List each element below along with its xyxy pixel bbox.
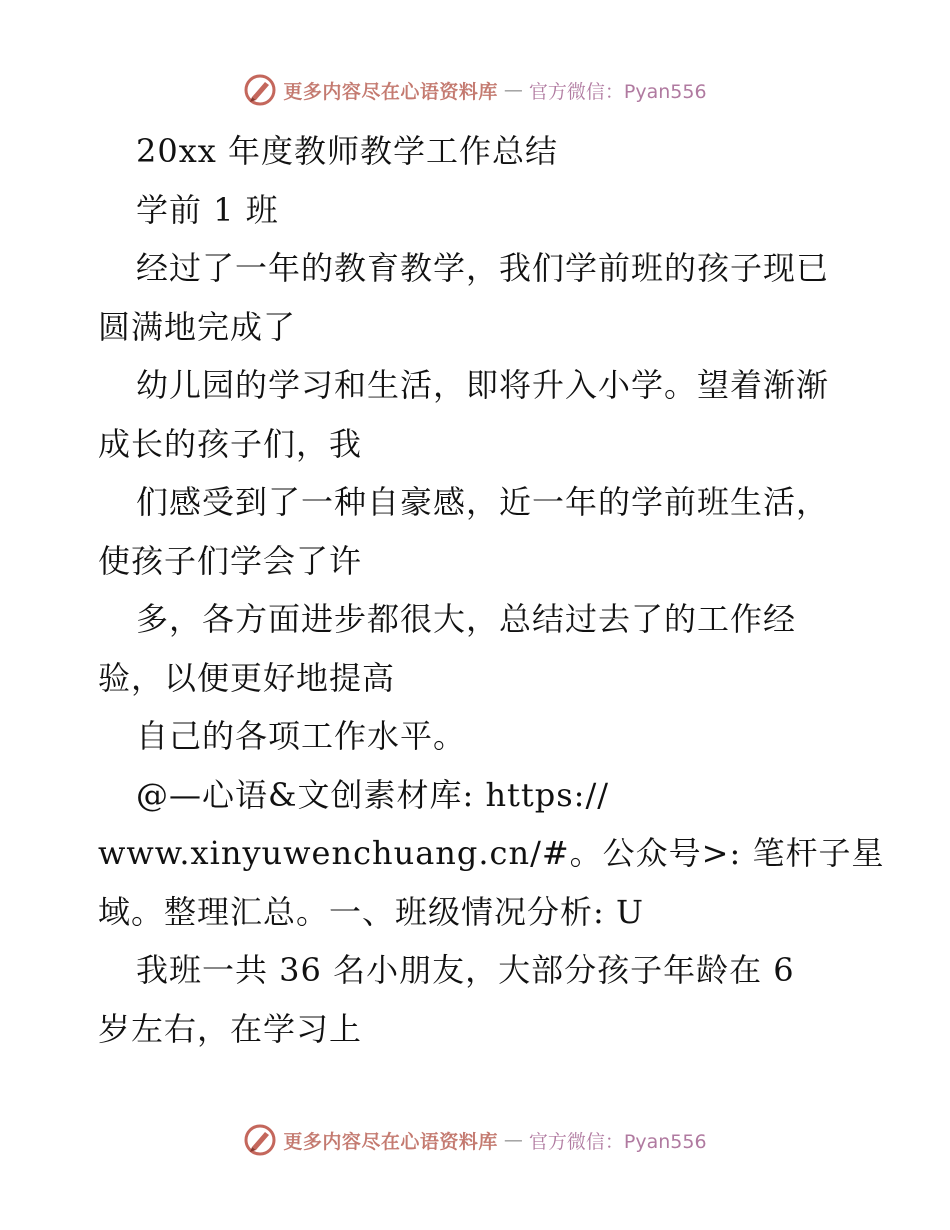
watermark-contact-text: 官方微信：Pyan556 bbox=[528, 80, 707, 103]
doc-line: 经过了一年的教育教学，我们学前班的孩子现已 bbox=[136, 249, 830, 287]
doc-line: 多，各方面进步都很大，总结过去了的工作经 bbox=[136, 600, 797, 638]
doc-line: 自己的各项工作水平。 bbox=[136, 717, 467, 755]
watermark-brand-text: 更多内容尽在心语资料库 bbox=[283, 1130, 498, 1153]
document-body bbox=[98, 122, 885, 1058]
doc-line: 成长的孩子们，我 bbox=[98, 424, 363, 463]
pen-logo-icon bbox=[243, 1123, 277, 1157]
doc-line: 圆满地完成了 bbox=[98, 307, 297, 346]
doc-line: 幼儿园的学习和生活，即将升入小学。望着渐渐 bbox=[136, 366, 830, 404]
watermark-contact-text: 官方微信：Pyan556 bbox=[528, 1130, 707, 1153]
doc-line: 20xx 年度教师教学工作总结 bbox=[136, 132, 558, 170]
header-watermark bbox=[0, 68, 950, 112]
watermark-separator: — bbox=[503, 79, 523, 101]
footer-watermark bbox=[0, 1118, 950, 1162]
doc-line: 域。整理汇总。一、班级情况分析: U bbox=[98, 892, 644, 931]
doc-line: 我班一共 36 名小朋友，大部分孩子年龄在 6 bbox=[136, 951, 795, 989]
doc-line: @—心语&文创素材库: https:// bbox=[136, 775, 610, 814]
doc-line: 学前 1 班 bbox=[136, 190, 279, 229]
watermark-separator: — bbox=[503, 1129, 523, 1151]
doc-line: 使孩子们学会了许 bbox=[98, 541, 363, 580]
pen-logo-icon bbox=[243, 73, 277, 107]
doc-line: www.xinyuwenchuang.cn/#。公众号>: 笔杆子星 bbox=[98, 834, 885, 872]
doc-line: 们感受到了一种自豪感，近一年的学前班生活， bbox=[136, 483, 830, 521]
doc-line: 岁左右，在学习上 bbox=[98, 1009, 363, 1048]
watermark-brand-text: 更多内容尽在心语资料库 bbox=[283, 80, 498, 103]
doc-line: 验，以便更好地提高 bbox=[98, 658, 396, 697]
